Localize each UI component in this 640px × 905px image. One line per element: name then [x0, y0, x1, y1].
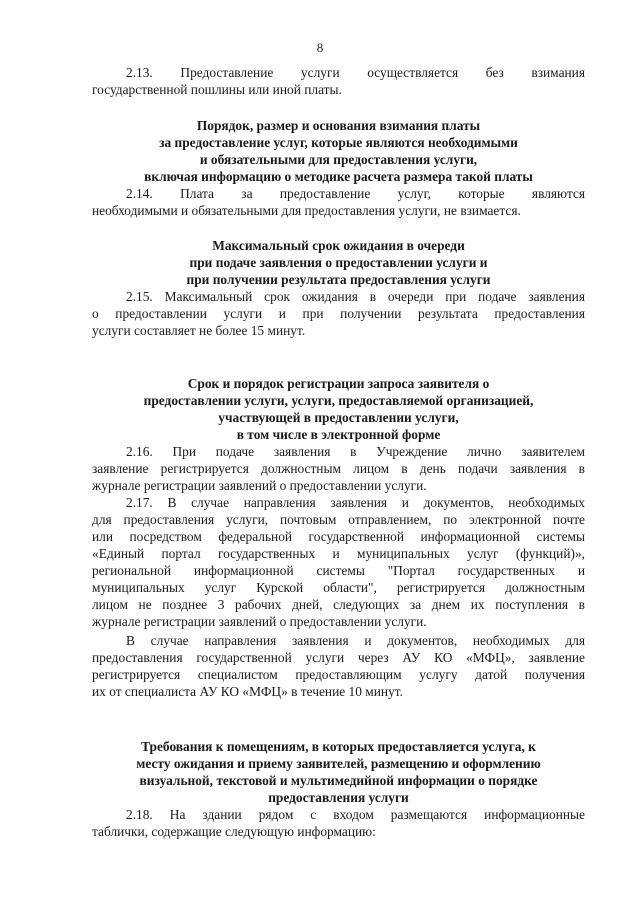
section-heading-fees: Порядок, размер и основания взимания платы за предоставление услуг, которые являются необходимыми и обязательными для предоставления услуги, включая информацию о методике расчета размера такой платы: [144, 118, 533, 184]
section-heading-registration: Срок и порядок регистрации запроса заявителя о предоставлении услуги, услуги, предоставляемой организацией, участвующей в предоставлении услуги, в том числе в электронной форме: [143, 376, 534, 442]
paragraph-mfc: В случае направления заявления и документов, необходимых для предоставления государственной услуги через АУ КО «МФЦ», заявление регистрируется специалистом предоставляющим услугу датой получения их от специалиста АУ КО «МФЦ» в течение 10 минут.: [92, 633, 585, 699]
section-heading-queue-time: Максимальный срок ожидания в очереди при подаче заявления о предоставлении услуги и при получении результата предоставления услуги: [186, 238, 491, 287]
paragraph-2-14: 2.14. Плата за предоставление услуг, которые являются необходимыми и обязательными для предоставления услуги, не взимается.: [92, 186, 585, 218]
paragraph-2-18: 2.18. На здании рядом с входом размещаются информационные таблички, содержащие следующую информацию:: [92, 807, 585, 839]
paragraph-2-13: 2.13. Предоставление услуги осуществляется без взимания государственной пошлины или иной платы.: [92, 65, 585, 97]
paragraph-2-16: 2.16. При подаче заявления в Учреждение лично заявителем заявление регистрируется должностным лицом в день подачи заявления в журнале регистрации заявлений о предоставлении услуги.: [92, 444, 585, 493]
paragraph-2-17: 2.17. В случае направления заявления и документов, необходимых для предоставления услуги, почтовым отправлением, по электронной почте или посредством федеральной государственной информационной системы «Единый портал государственных и муниципальных услуг (функций)», региональной информационной системы "Портал государственных и муниципальных услуг Курской области", регистрируется должностным лицом не позднее 3 рабочих дней, следующих за днем их поступления в журнале регистрации заявлений о предоставлении услуги.: [92, 495, 585, 629]
paragraph-2-15: 2.15. Максимальный срок ожидания в очереди при подаче заявления о предоставлении услуги и при получении результата предоставления услуги составляет не более 15 минут.: [92, 289, 585, 338]
page-number: 8: [316, 40, 324, 55]
section-heading-premises: Требования к помещениям, в которых предоставляется услуга, к месту ожидания и приему заявителей, размещению и оформлению визуальной, текстовой и мультимедийной информации о порядке предоставления услуги: [136, 739, 541, 805]
